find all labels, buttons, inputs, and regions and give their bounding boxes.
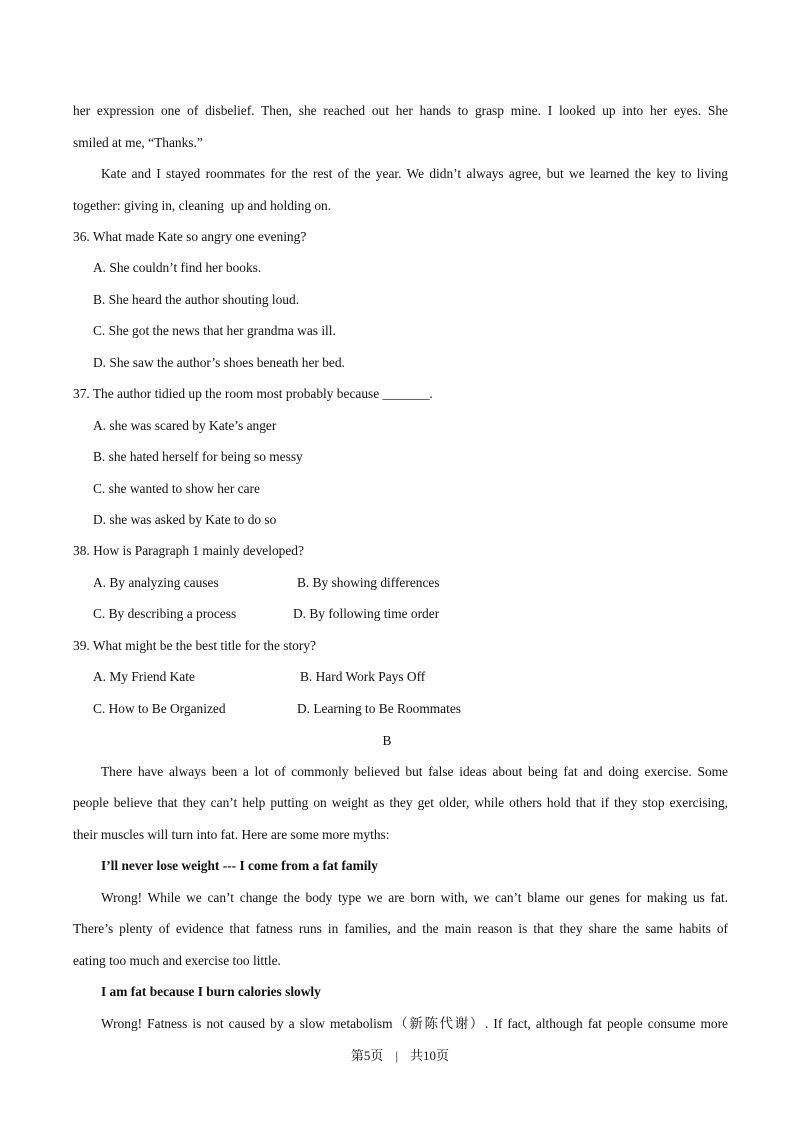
section-b-intro-line-2: people believe that they can’t help putting on weight as they get older, while others hold that if they stop exercising, <box>73 795 728 810</box>
page-footer <box>0 1046 800 1066</box>
myth-1-line-2: There’s plenty of evidence that fatness runs in families, and the main reason is that they share the same habits of <box>73 921 728 936</box>
question-37-option-a: A. she was scared by Kate’s anger <box>93 418 277 433</box>
section-b-intro-line-1: There have always been a lot of commonly believed but false ideas about being fat and doing exercise. Some <box>101 764 728 779</box>
footer-separator: | <box>395 1048 399 1063</box>
section-b-intro-line-3: their muscles will turn into fat. Here are some more myths: <box>73 827 390 842</box>
section-b-label: B <box>382 733 392 748</box>
question-38-stem: 38. How is Paragraph 1 mainly developed? <box>73 543 304 558</box>
question-36-option-a: A. She couldn’t find her books. <box>93 260 262 275</box>
passage-a-line-3: Kate and I stayed roommates for the rest of the year. We didn’t always agree, but we learned the key to living <box>101 166 728 181</box>
myth-1-line-1: Wrong! While we can’t change the body type we are born with, we can’t blame our genes for making us fat. <box>101 890 728 905</box>
question-36-option-b: B. She heard the author shouting loud. <box>93 292 300 307</box>
question-39-option-b: B. Hard Work Pays Off <box>300 669 426 684</box>
question-38-option-d: D. By following time order <box>293 606 440 621</box>
myth-2-heading: I am fat because I burn calories slowly <box>101 984 321 999</box>
footer-page-number: 第5页 <box>350 1048 384 1063</box>
question-38-option-a: A. By analyzing causes <box>93 575 219 590</box>
myth-1-line-3: eating too much and exercise too little. <box>73 953 281 968</box>
question-36-option-c: C. She got the news that her grandma was ill. <box>93 323 336 338</box>
question-36-option-d: D. She saw the author’s shoes beneath her bed. <box>93 355 345 370</box>
question-39-option-d: D. Learning to Be Roommates <box>297 701 462 716</box>
question-39-option-c: C. How to Be Organized <box>93 701 226 716</box>
question-37-option-b: B. she hated herself for being so messy <box>93 449 303 464</box>
passage-a-line-4: together: giving in, cleaning up and holding on. <box>73 198 332 213</box>
question-37-option-d: D. she was asked by Kate to do so <box>93 512 277 527</box>
myth-1-heading: I’ll never lose weight --- I come from a fat family <box>101 858 378 873</box>
question-38-option-b: B. By showing differences <box>297 575 440 590</box>
question-39-stem: 39. What might be the best title for the story? <box>73 638 316 653</box>
question-36-stem: 36. What made Kate so angry one evening? <box>73 229 307 244</box>
myth-2-line-1: Wrong! Fatness is not caused by a slow metabolism（新陈代谢）. If fact, although fat people consume more <box>101 1016 728 1031</box>
passage-a-line-2: smiled at me, “Thanks.” <box>73 135 203 150</box>
question-39-option-a: A. My Friend Kate <box>93 669 195 684</box>
question-37-stem: 37. The author tidied up the room most probably because _______. <box>73 386 433 401</box>
passage-a-line-1: her expression one of disbelief. Then, she reached out her hands to grasp mine. I looked up into her eyes. She <box>73 103 728 118</box>
question-37-option-c: C. she wanted to show her care <box>93 481 260 496</box>
question-38-option-c: C. By describing a process <box>93 606 237 621</box>
footer-total-pages: 共10页 <box>410 1048 450 1063</box>
